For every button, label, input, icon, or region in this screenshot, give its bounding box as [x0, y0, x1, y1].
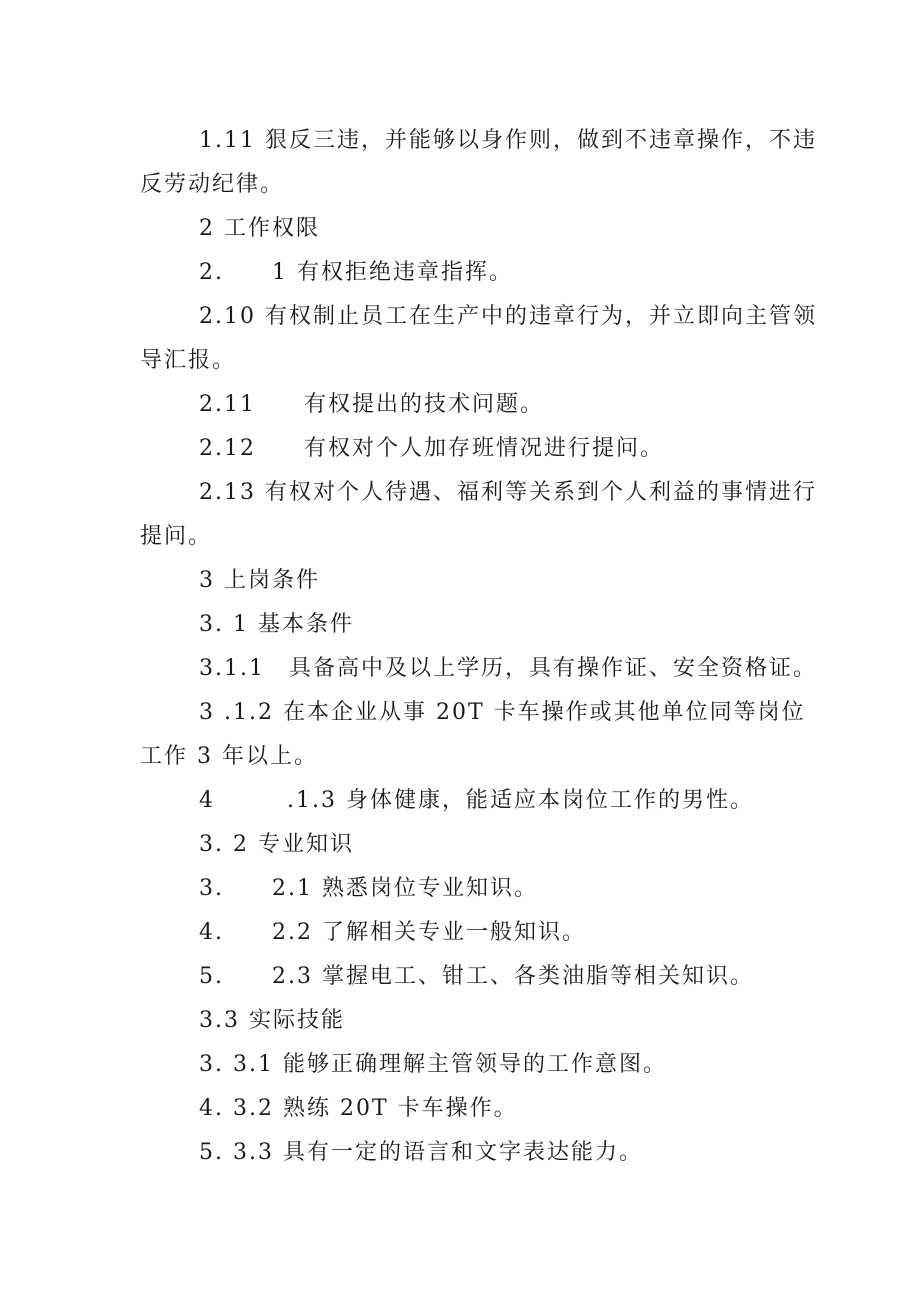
heading-practical-skills: 3.3 实际技能	[199, 1008, 345, 1033]
paragraph-2-3-knowledge: 5. 2.3 掌握电工、钳工、各类油脂等相关知识。	[199, 964, 754, 989]
heading-job-requirements: 3 上岗条件	[199, 568, 320, 593]
paragraph-2-13: 2.13 有权对个人待遇、福利等关系到个人利益的事情进行	[199, 480, 817, 505]
heading-professional-knowledge: 3. 2 专业知识	[199, 832, 354, 857]
paragraph-1-11: 1.11 狠反三违，并能够以身作则，做到不违章操作，不违	[199, 128, 817, 153]
paragraph-1-11-cont: 反劳动纪律。	[140, 172, 285, 197]
paragraph-3-3-2: 4. 3.2 熟练 20T 卡车操作。	[199, 1096, 518, 1121]
paragraph-2-12: 2.12 有权对个人加存班情况进行提问。	[199, 436, 664, 461]
paragraph-3-3-3: 5. 3.3 具有一定的语言和文字表达能力。	[199, 1140, 643, 1165]
paragraph-2-13-cont: 提问。	[140, 524, 213, 549]
heading-basic-conditions: 3. 1 基本条件	[199, 612, 354, 637]
paragraph-2-10-cont: 导汇报。	[140, 348, 237, 373]
paragraph-3-1-2-cont: 工作 3 年以上。	[140, 744, 318, 769]
paragraph-2-2-knowledge: 4. 2.2 了解相关专业一般知识。	[199, 920, 586, 945]
heading-work-authority: 2 工作权限	[199, 216, 320, 241]
paragraph-3-1-1: 3.1.1 具备高中及以上学历，具有操作证、安全资格证。	[199, 656, 817, 681]
paragraph-2-10: 2.10 有权制止员工在生产中的违章行为，并立即向主管领	[199, 304, 817, 329]
paragraph-2-11: 2.11 有权提出的技术问题。	[199, 392, 544, 417]
paragraph-3-1-2: 3 .1.2 在本企业从事 20T 卡车操作或其他单位同等岗位	[199, 700, 806, 725]
paragraph-3-3-1: 3. 3.1 能够正确理解主管领导的工作意图。	[199, 1052, 667, 1077]
paragraph-2-1-knowledge: 3. 2.1 熟悉岗位专业知识。	[199, 876, 538, 901]
paragraph-2-1: 2. 1 有权拒绝违章指挥。	[199, 260, 513, 285]
paragraph-1-3: 4 .1.3 身体健康，能适应本岗位工作的男性。	[199, 788, 754, 813]
